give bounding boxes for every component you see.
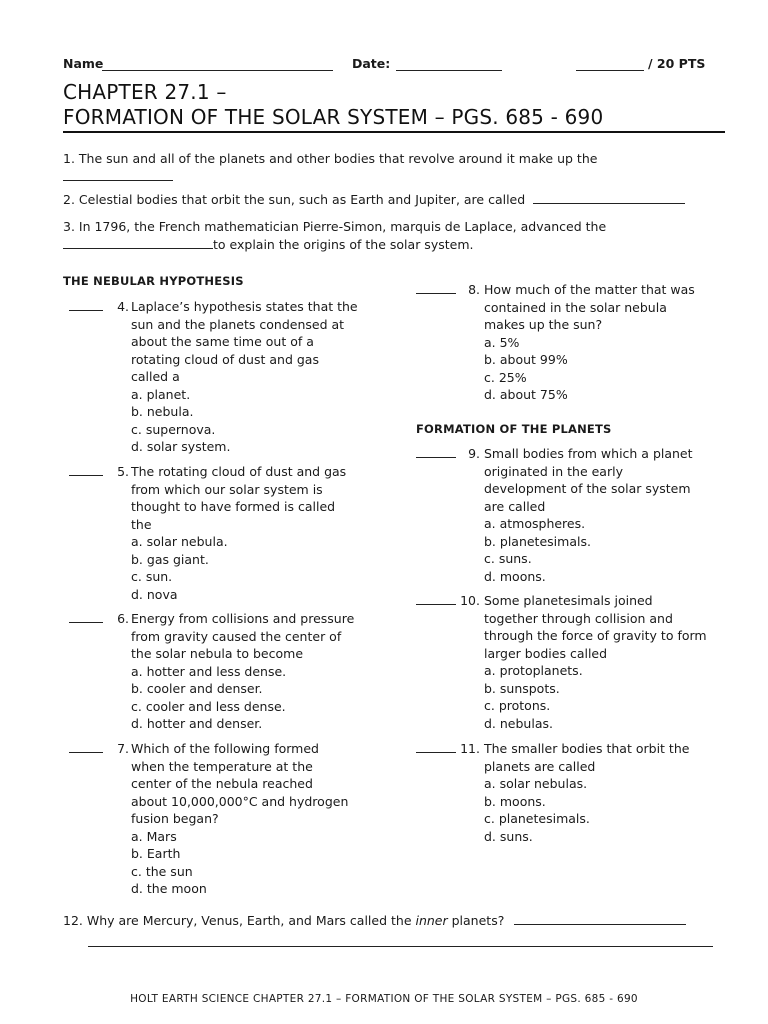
section-formation-of-planets: FORMATION OF THE PLANETS (416, 422, 612, 436)
question-5-line: thought to have formed is called (131, 499, 336, 514)
chapter-title: CHAPTER 27.1 – (63, 80, 227, 104)
question-7-option-b: b. Earth (131, 846, 181, 861)
question-7-line: Which of the following formed (131, 741, 319, 756)
question-1 (63, 150, 723, 185)
question-4-line: rotating cloud of dust and gas (131, 351, 319, 367)
question-5-answer-blank[interactable] (69, 475, 103, 476)
question-5-option-b: b. gas giant. (131, 551, 209, 567)
points-label: / 20 PTS (648, 56, 706, 71)
question-4-line: called a (131, 369, 180, 384)
question-9-line: Small bodies from which a planet (484, 446, 693, 461)
question-10-line: through the force of gravity to form (484, 628, 707, 643)
question-5-option-d: d. nova (131, 586, 178, 602)
question-4-option-d: d. solar system. (131, 439, 231, 454)
question-8-line: How much of the matter that was (484, 282, 695, 297)
question-3-blank[interactable] (63, 236, 213, 249)
question-4-line: sun and the planets condensed at (131, 316, 345, 332)
question-10-option-d: d. nebulas. (484, 715, 553, 731)
page-footer: HOLT EARTH SCIENCE CHAPTER 27.1 – FORMATION OF THE SOLAR SYSTEM – PGS. 685 - 690 (130, 993, 638, 1005)
question-6-option-b: b. cooler and denser. (131, 681, 263, 696)
question-9-option-d: d. moons. (484, 568, 546, 584)
question-4-line: about the same time out of a (131, 334, 314, 349)
question-11-number: 11. (460, 741, 480, 756)
question-8-line: makes up the sun? (484, 317, 603, 332)
question-9-line: are called (484, 498, 546, 514)
question-5-line: The rotating cloud of dust and gas (131, 464, 347, 479)
question-10-option-a: a. protoplanets. (484, 663, 583, 678)
question-12-blank[interactable] (514, 912, 686, 925)
question-10-answer-blank[interactable] (416, 604, 456, 605)
question-9-option-b: b. planetesimals. (484, 533, 591, 549)
question-7-line: when the temperature at the (131, 758, 313, 774)
question-9-number: 9. (468, 446, 480, 461)
question-12 (63, 912, 723, 930)
name-label: Name (63, 56, 104, 71)
question-11-option-c: c. planetesimals. (484, 811, 590, 826)
question-7-answer-blank[interactable] (69, 752, 103, 753)
question-7-number: 7. (117, 741, 129, 756)
question-9-option-a: a. atmospheres. (484, 516, 586, 531)
question-4-option-b: b. nebula. (131, 404, 194, 419)
question-8-answer-blank[interactable] (416, 293, 456, 294)
question-12-answer-line[interactable] (88, 946, 713, 947)
question-12-emphasis: inner (415, 913, 448, 928)
question-12-text-post: planets? (447, 913, 505, 928)
question-9-line: originated in the early (484, 463, 623, 479)
question-10-line: together through collision and (484, 610, 673, 626)
question-7-option-d: d. the moon (131, 881, 207, 896)
date-blank[interactable] (396, 70, 502, 71)
question-1-text: 1. The sun and all of the planets and other bodies that revolve around it make up the (63, 151, 598, 166)
question-5-option-a: a. solar nebula. (131, 534, 228, 549)
question-10-line: larger bodies called (484, 645, 608, 661)
question-11-line: planets are called (484, 758, 596, 774)
question-8-option-b: b. about 99% (484, 352, 568, 367)
question-11-option-b: b. moons. (484, 793, 546, 809)
question-4-option-c: c. supernova. (131, 421, 216, 437)
question-9-option-c: c. suns. (484, 551, 532, 566)
question-5-number: 5. (117, 464, 129, 479)
question-6-line: the solar nebula to become (131, 646, 304, 661)
question-4-line: Laplace’s hypothesis states that the (131, 299, 358, 314)
question-8-line: contained in the solar nebula (484, 299, 667, 315)
question-6-option-c: c. cooler and less dense. (131, 698, 286, 714)
question-12-text-pre: 12. Why are Mercury, Venus, Earth, and Mars called the (63, 913, 416, 928)
question-7-line: fusion began? (131, 811, 219, 826)
title-rule (63, 131, 725, 133)
question-6-option-a: a. hotter and less dense. (131, 663, 287, 679)
section-nebular-hypothesis: THE NEBULAR HYPOTHESIS (63, 274, 244, 288)
question-7-line: about 10,000,000°C and hydrogen (131, 793, 349, 809)
question-8-option-d: d. about 75% (484, 387, 568, 402)
question-5-line: the (131, 516, 152, 532)
question-5-option-c: c. sun. (131, 569, 173, 584)
question-9-line: development of the solar system (484, 481, 691, 496)
question-4-option-a: a. planet. (131, 386, 191, 402)
question-10-number: 10. (460, 593, 480, 608)
score-blank[interactable] (576, 70, 644, 71)
question-9-answer-blank[interactable] (416, 457, 456, 458)
question-3 (63, 218, 723, 253)
question-7-option-c: c. the sun (131, 863, 193, 879)
question-7-line: center of the nebula reached (131, 776, 313, 791)
chapter-subtitle: FORMATION OF THE SOLAR SYSTEM – PGS. 685 - 690 (63, 105, 604, 129)
question-7-option-a: a. Mars (131, 828, 177, 844)
question-3-text: 3. In 1796, the French mathematician Pierre-Simon, marquis de Laplace, advanced the (63, 219, 607, 234)
question-11-line: The smaller bodies that orbit the (484, 741, 690, 756)
question-6-number: 6. (117, 611, 129, 626)
question-6-answer-blank[interactable] (69, 622, 103, 623)
question-4-number: 4. (117, 299, 129, 314)
question-5-line: from which our solar system is (131, 481, 323, 497)
date-label: Date: (352, 56, 391, 71)
question-10-option-c: c. protons. (484, 698, 551, 713)
question-11-option-d: d. suns. (484, 828, 533, 844)
question-11-answer-blank[interactable] (416, 752, 456, 753)
question-8-option-a: a. 5% (484, 334, 520, 350)
question-11-option-a: a. solar nebulas. (484, 776, 588, 791)
question-4-answer-blank[interactable] (69, 310, 103, 311)
question-6-line: from gravity caused the center of (131, 628, 342, 644)
question-8-number: 8. (468, 282, 480, 297)
question-8-option-c: c. 25% (484, 369, 527, 385)
question-10-option-b: b. sunspots. (484, 680, 560, 696)
question-2-text: 2. Celestial bodies that orbit the sun, such as Earth and Jupiter, are called (63, 192, 526, 207)
question-3-tail: to explain the origins of the solar system. (213, 236, 474, 252)
question-10-line: Some planetesimals joined (484, 593, 653, 608)
question-1-blank[interactable] (63, 168, 173, 181)
question-2-blank[interactable] (533, 191, 685, 204)
question-2 (63, 191, 723, 209)
name-blank[interactable] (102, 70, 333, 71)
question-6-line: Energy from collisions and pressure (131, 611, 355, 626)
question-6-option-d: d. hotter and denser. (131, 716, 263, 731)
